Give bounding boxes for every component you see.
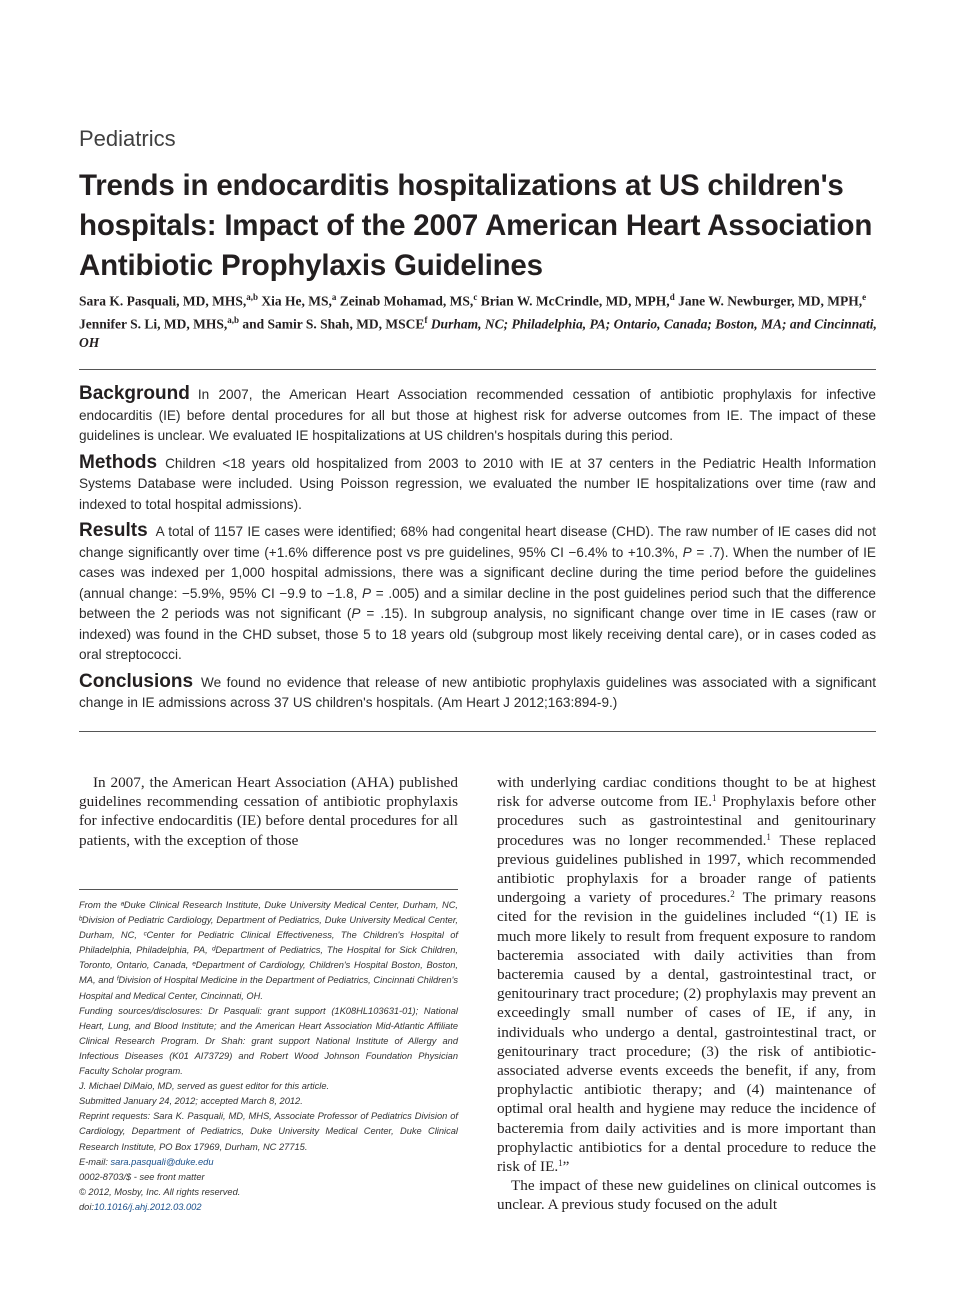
- affiliation-mark: a,b: [227, 314, 240, 325]
- affiliation-mark: d: [669, 292, 675, 302]
- footnote-funding: Funding sources/disclosures: Dr Pasquali: grant support (1K08HL103631-01); National Heart, Lung, and Blood Institute; and the American Heart Association Mid-Atlantic Affiliate Clinical Research Program. Dr Shah: grant support National Institute of Allergy and Infectious Diseases (K01 AI73729) and Robert Wood Johnson Foundation Physician Faculty Scholar program.: [79, 1005, 458, 1077]
- footnote-submitted: Submitted January 24, 2012; accepted March 8, 2012.: [79, 1096, 303, 1107]
- author-name: Sara K. Pasquali, MD, MHS,: [79, 293, 247, 309]
- doi-link[interactable]: 10.1016/j.ahj.2012.03.002: [94, 1201, 202, 1212]
- author-name: Brian W. McCrindle, MD, MPH,: [480, 293, 670, 309]
- body-text: Prophylaxis before other procedures such as gastrointestinal and genitourinary procedures was no longer recommended.: [497, 793, 876, 849]
- background-heading: Background: [79, 383, 190, 404]
- abstract: [79, 384, 876, 714]
- reference-link[interactable]: 1: [766, 831, 771, 842]
- body-column-right: [497, 773, 876, 1215]
- footnote-email: [79, 1155, 458, 1170]
- methods-text: Children <18 years old hospitalized from 2003 to 2010 with IE at 37 centers in the Pediatric Health Information Systems Database were included. Using Poisson regression, we evaluated the number IE hospitalizations over time (raw and indexed to total hospital admissions).: [79, 455, 876, 512]
- p-symbol: P: [351, 606, 361, 621]
- author-name: Jennifer S. Li, MD, MHS,: [79, 316, 228, 331]
- abstract-background: [79, 384, 876, 447]
- body-column-left: [79, 773, 458, 850]
- email-link[interactable]: sara.pasquali@duke.edu: [110, 1156, 214, 1167]
- affiliation-mark: c: [473, 292, 478, 302]
- abstract-conclusions: [79, 672, 876, 714]
- body-paragraph: [497, 773, 876, 1176]
- footnote-divider: [79, 889, 458, 890]
- footnote-doi: [79, 1200, 458, 1215]
- body-text: These replaced previous guidelines published in 1997, which recommended antibiotic prophylaxis for a broader range of patients undergoing a variety of procedures.: [497, 831, 876, 907]
- author-name: Jane W. Newburger, MD, MPH,: [678, 293, 863, 309]
- author-locations: Durham, NC; Philadelphia, PA; Ontario, Canada; Boston, MA; and Cincinnati, OH: [79, 316, 877, 350]
- affiliation-mark: e: [862, 292, 867, 302]
- affiliation-mark: f: [424, 314, 428, 325]
- email-label: E-mail:: [79, 1156, 111, 1167]
- body-text: The primary reasons cited for the revision in the guidelines included “(1) IE is much more likely to result from frequent exposure to random bacteremia associated with daily activities than from bacteremia caused by a dental, gastrointestinal tract, or genitourinary tract procedure; (2) prophylaxis may prevent an exceedingly small number of cases of IE, if any, in individuals who undergo a dental, gastrointestinal tract, or genitourinary tract procedure; (3) the risk of antibiotic-associated adverse events exceeds the benefit, if any, from prophylactic antibiotic therapy; and (4) maintenance of optimal oral health and hygiene may reduce the incidence of bacteremia from daily activities and is more important than prophylactic antibiotics for a dental procedure to reduce the risk of IE.: [497, 889, 876, 1176]
- author-list: [79, 288, 879, 352]
- reference-link[interactable]: 2: [730, 889, 735, 900]
- results-text: = .15). In subgroup analysis, no significant change over time in IE cases (raw or indexed) was found in the CHD subset, those 5 to 18 years old (subgroup most likely receiving dental care), or in cases coded as oral streptococci.: [79, 606, 876, 662]
- body-paragraph: The impact of these new guidelines on clinical outcomes is unclear. A previous study focused on the adult: [497, 1177, 876, 1214]
- footnote-affiliations: From the ᵃDuke Clinical Research Institute, Duke University Medical Center, Durham, NC, ᵇDivision of Pediatric Cardiology, Department of Pediatrics, Duke University Medical Center, Durham, NC, ᶜCenter for Pediatric Clinical Effectiveness, The Children's Hospital of Philadelphia, Philadelphia, PA, ᵈDepartment of Pediatrics, The Hospital for Sick Children, Toronto, Ontario, Canada, ᵉDepartment of Cardiology, Children's Hospital Boston, Boston, MA, and ᶠDivision of Hospital Medicine in the Department of Pediatrics, Cincinnati Children's Hospital and Medical Center, Cincinnati, OH.: [79, 900, 458, 1001]
- conclusions-heading: Conclusions: [79, 670, 194, 692]
- results-text: = .7). When the number of IE cases was indexed per 1,000 hospital admissions, there was a significant decline during the time period before the guidelines (annual change: −5.9%, 95% CI −9.9 to −1.8,: [79, 544, 876, 601]
- reference-link[interactable]: 1: [558, 1158, 563, 1169]
- p-symbol: P: [682, 544, 692, 560]
- author-name: Zeinab Mohamad, MS,: [339, 293, 474, 309]
- abstract-results: [79, 521, 876, 666]
- divider-top: [79, 369, 876, 370]
- footnote-copyright: © 2012, Mosby, Inc. All rights reserved.: [79, 1186, 241, 1197]
- article-title: Trends in endocarditis hospitalizations at US children's hospitals: Impact of the 2007 American Heart Association Antibiotic Prophylaxis Guidelines: [79, 169, 873, 282]
- background-text: In 2007, the American Heart Association recommended cessation of antibiotic prophylaxis for infective endocarditis (IE) before dental procedures for all but those at highest risk for adverse outcomes from IE. The impact of these guidelines is unclear. We evaluated IE hospitalizations at US children's hospitals during this period.: [79, 387, 876, 443]
- body-paragraph: In 2007, the American Heart Association (AHA) published guidelines recommending cessation of antibiotic prophylaxis for infective endocarditis (IE) before dental procedures for all patients, with the exception of those: [79, 774, 458, 849]
- results-heading: Results: [79, 520, 148, 541]
- footnotes: [79, 898, 458, 1215]
- affiliation-mark: a,b: [246, 292, 259, 302]
- divider-bottom: [79, 731, 876, 732]
- methods-heading: Methods: [79, 451, 158, 473]
- footnote-issn: 0002-8703/$ - see front matter: [79, 1171, 205, 1182]
- abstract-methods: [79, 453, 876, 516]
- reference-link[interactable]: 1: [712, 793, 717, 804]
- body-text: with underlying cardiac conditions thought to be at highest risk for adverse outcome from IE.: [497, 774, 876, 811]
- affiliation-mark: a: [331, 292, 337, 302]
- section-label: Pediatrics: [79, 126, 176, 151]
- author-name: and Samir S. Shah, MD, MSCE: [242, 316, 425, 331]
- p-symbol: P: [362, 585, 372, 601]
- body-text: ”: [562, 1158, 570, 1176]
- footnote-reprint: Reprint requests: Sara K. Pasquali, MD, MHS, Associate Professor of Pediatrics Division of Cardiology, Department of Pediatrics, Duke University Medical Center, Duke Clinical Research Institute, PO Box 17969, Durham, NC 27715.: [79, 1111, 458, 1152]
- author-name: Xia He, MS,: [261, 293, 332, 309]
- results-text: A total of 1157 IE cases were identified; 68% had congenital heart disease (CHD). The raw number of IE cases did not change significantly over time (+1.6% difference post vs pre guidelines, 95% CI −6.4% to +10.3%,: [79, 524, 876, 560]
- footnote-editor: J. Michael DiMaio, MD, served as guest editor for this article.: [79, 1081, 330, 1092]
- conclusions-text: We found no evidence that release of new antibiotic prophylaxis guidelines was associated with a significant change in IE admissions across 37 US children's hospitals. (Am Heart J 2012;163:894-9.): [79, 674, 876, 710]
- doi-label: doi:: [79, 1201, 94, 1212]
- results-text: = .005) and a similar decline in the post guidelines period such that the difference between the 2 periods was not significant (: [79, 585, 876, 621]
